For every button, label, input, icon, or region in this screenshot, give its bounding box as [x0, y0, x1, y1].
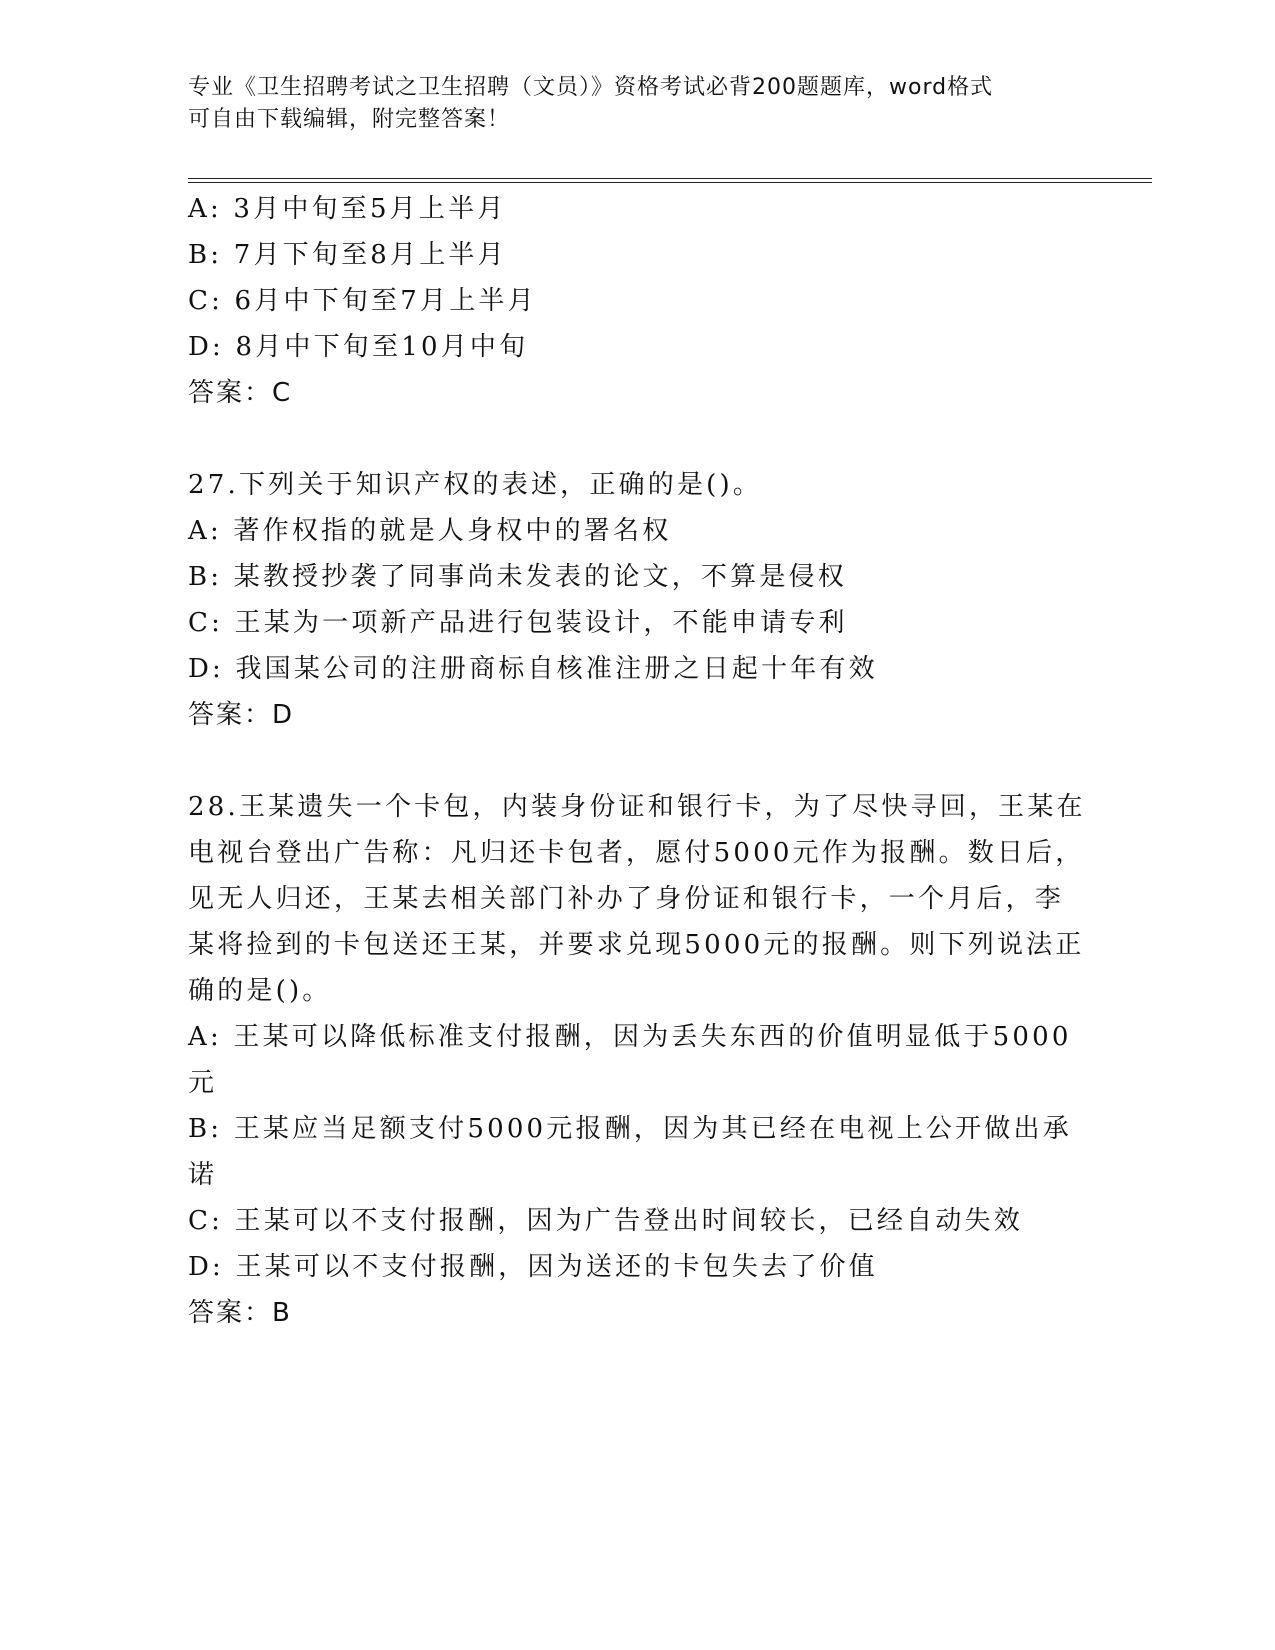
header-title-line-2: 可自由下载编辑，附完整答案！	[188, 107, 511, 132]
question-text-line: 电视台登出广告称：凡归还卡包者，愿付5000元作为报酬。数日后，	[188, 838, 1085, 868]
header-title-line-1: 专业《卫生招聘考试之卫生招聘（文员）》资格考试必背200题题库，word格式	[188, 75, 994, 100]
document-header	[188, 72, 1068, 136]
option-c: C: 6月中下旬至7月上半月	[188, 286, 537, 316]
header-divider-thick	[188, 182, 1152, 183]
spacer	[188, 416, 1078, 462]
option-a: A: 王某可以降低标准支付报酬，因为丢失东西的价值明显低于5000	[188, 1022, 1072, 1052]
question-content	[188, 186, 1086, 1336]
option-b: B: 7月下旬至8月上半月	[188, 240, 507, 270]
option-c: C: 王某可以不支付报酬，因为广告登出时间较长，已经自动失效	[188, 1206, 1023, 1236]
question-text-line: 见无人归还，王某去相关部门补办了身份证和银行卡，一个月后，李	[188, 884, 1065, 914]
question-text-line: 某将捡到的卡包送还王某，并要求兑现5000元的报酬。则下列说法正	[188, 930, 1085, 960]
option-b-continued: 诺	[188, 1160, 218, 1190]
answer-line: 答案：D	[188, 700, 295, 730]
header-divider-thin	[188, 178, 1152, 179]
answer-line: 答案：C	[188, 378, 293, 408]
question-28-block	[188, 784, 1086, 1336]
option-a-continued: 元	[188, 1068, 218, 1098]
option-d: D: 王某可以不支付报酬，因为送还的卡包失去了价值	[188, 1252, 878, 1282]
question-text-line: 确的是()。	[188, 976, 332, 1006]
option-b: B: 某教授抄袭了同事尚未发表的论文，不算是侵权	[188, 562, 847, 592]
option-d: D: 我国某公司的注册商标自核准注册之日起十年有效	[188, 654, 878, 684]
question-text: 27.下列关于知识产权的表述，正确的是()。	[188, 470, 763, 500]
spacer	[188, 738, 1078, 784]
option-a: A: 3月中旬至5月上半月	[188, 194, 507, 224]
option-c: C: 王某为一项新产品进行包装设计，不能申请专利	[188, 608, 848, 638]
option-d: D: 8月中下旬至10月中旬	[188, 332, 529, 362]
question-26-block	[188, 186, 1078, 416]
option-b: B: 王某应当足额支付5000元报酬，因为其已经在电视上公开做出承	[188, 1114, 1072, 1144]
question-27-block	[188, 462, 1078, 738]
option-a: A: 著作权指的就是人身权中的署名权	[188, 516, 672, 546]
question-text-line: 28.王某遗失一个卡包，内装身份证和银行卡，为了尽快寻回，王某在	[188, 792, 1086, 822]
answer-line: 答案：B	[188, 1298, 292, 1328]
